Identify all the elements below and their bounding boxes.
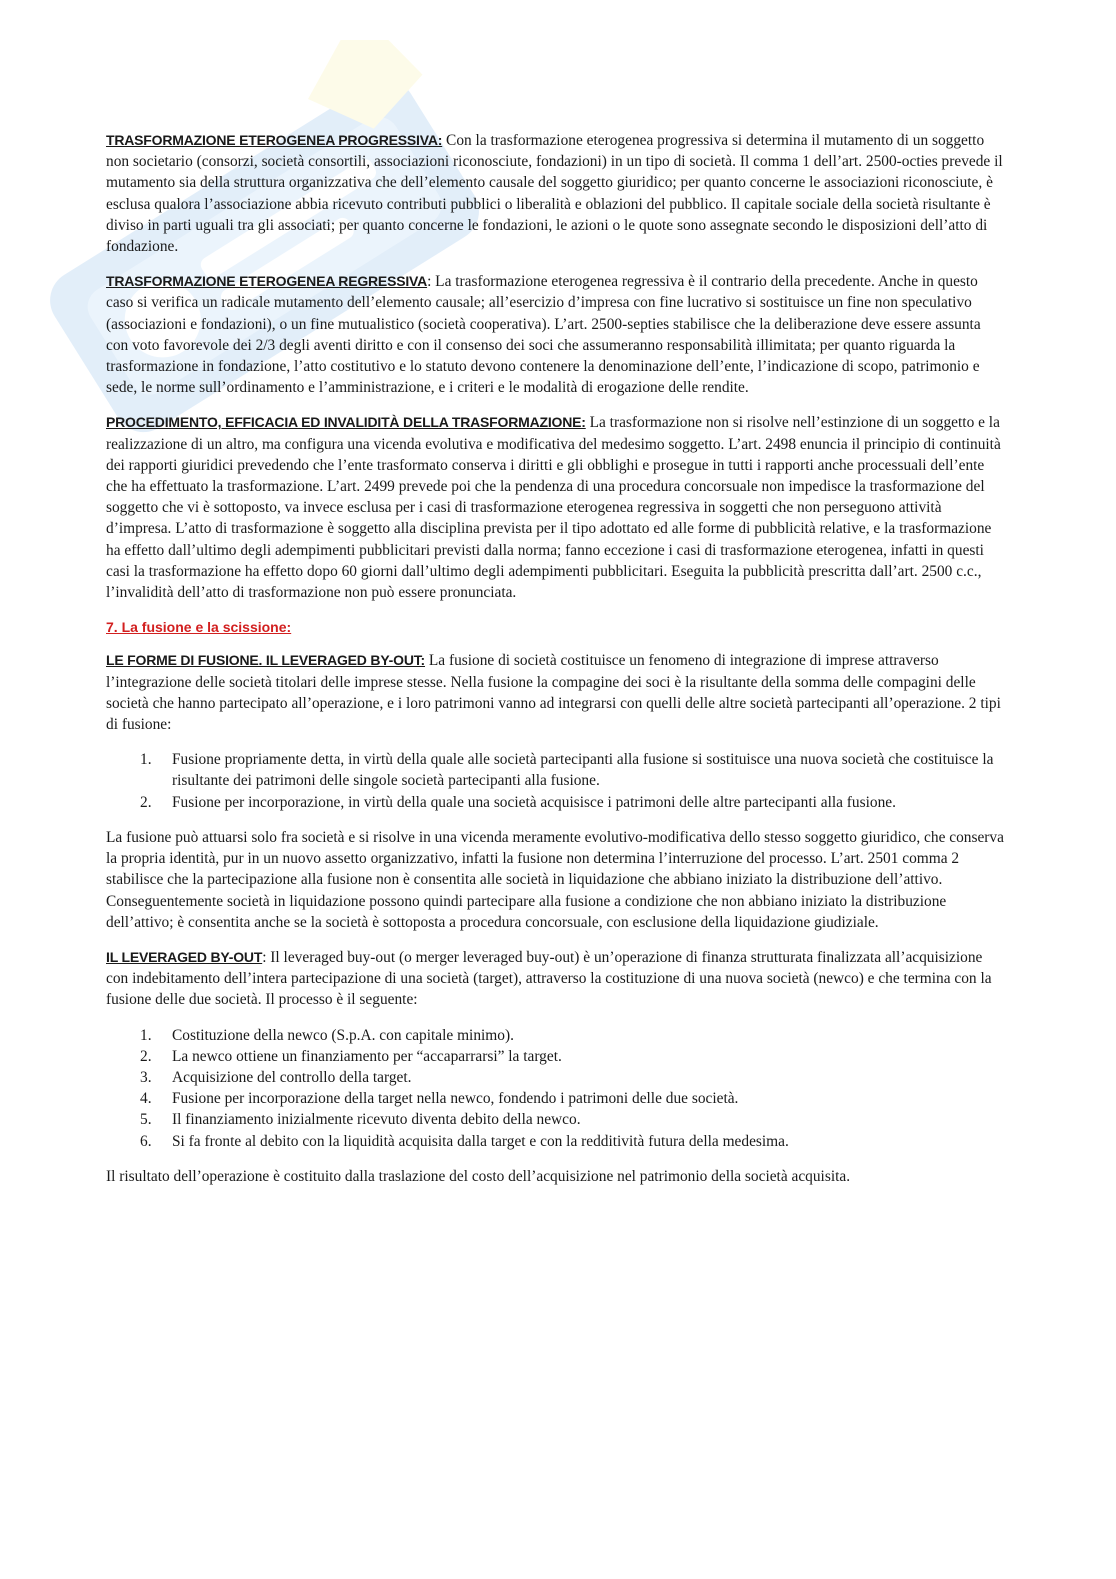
list-item-number: 2.: [140, 793, 152, 811]
list-item: [106, 1067, 1006, 1088]
heading-trasformazione-regressiva: TRASFORMAZIONE ETEROGENEA REGRESSIVA: [106, 273, 428, 290]
list-item-number: 5.: [140, 1111, 152, 1129]
body-trasformazione-regressiva: : La trasformazione eterogenea regressiva è il contrario della precedente. Anche in questo caso si verifica un radicale mutamento dell’elemento causale; all’esercizio d’impresa con fine lucrativo si sostituisce un fine non speculativo (associazioni e fondazioni), o un fine mutualistico (società cooperativa). L’art. 2500-septies stabilisce che la deliberazione deve essere assunta con voto favorevole dei 2/3 degli aventi diritto e con il consenso dei soci che assumeranno responsabilità illimitata; per quanto riguarda la trasformazione in fondazione, l’atto costitutivo e lo statuto devono contenere la denominazione dell’ente, l’indicazione di scopo, patrimonio e sede, le norme sull’ordinamento e l’amministrazione, e i criteri e le modalità di erogazione delle rendite.: [106, 273, 981, 397]
list-item-number: 1.: [140, 1026, 152, 1044]
paragraph-forme-fusione: [106, 650, 1006, 735]
list-item-text: Fusione per incorporazione della target nella newco, fondendo i patrimoni delle due società.: [172, 1090, 739, 1108]
list-item: [106, 1025, 1006, 1046]
list-item-text: La newco ottiene un finanziamento per “accaparrarsi” la target.: [172, 1047, 562, 1065]
paragraph-lbo-risultato: Il risultato dell’operazione è costituito dalla traslazione del costo dell’acquisizione nel patrimonio della società acquisita.: [106, 1167, 851, 1185]
list-item-text: Il finanziamento inizialmente ricevuto diventa debito della newco.: [172, 1111, 581, 1129]
list-item-text: Costituzione della newco (S.p.A. con capitale minimo).: [172, 1026, 514, 1044]
list-item-number: 6.: [140, 1132, 152, 1150]
paragraph-fusione-dettagli: La fusione può attuarsi solo fra società e si risolve in una vicenda meramente evolutivo-modificativa dello stesso soggetto giuridico, che conserva la propria identità, pur in un nuovo assetto organizzativo, infatti la fusione non determina l’interruzione del processo. L’art. 2501 comma 2 stabilisce che la partecipazione alla fusione non è consentita alle società in liquidazione che abbiano iniziato la distribuzione dell’attivo. Conseguentemente società in liquidazione possono quindi partecipare alla fusione a condizione che non abbiano iniziato la distribuzione dell’attivo; è consentita anche se la società è sottoposta a procedura concorsuale, con esclusione della liquidazione giudiziale.: [106, 828, 1004, 931]
body-trasformazione-progressiva: Con la trasformazione eterogenea progressiva si determina il mutamento di un soggetto non societario (consorzi, società consortili, associazioni riconosciute, fondazioni) in un tipo di società. Il comma 1 dell’art. 2500-octies prevede il mutamento sia della struttura organizzativa che dell’elemento causale del soggetto giuridico; per quanto concerne le associazioni riconosciute, è esclusa qualora l’associazione abbia ricevuto contributi pubblici o liberalità e oblazioni del pubblico. Il capitale sociale della società risultante è diviso in parti uguali tra gli associati; per quanto concerne le fondazioni, le azioni o le quote sono assegnate secondo le disposizioni dell’atto di fondazione.: [106, 132, 1003, 256]
list-item-number: 3.: [140, 1068, 152, 1086]
list-item-number: 4.: [140, 1090, 152, 1108]
body-forme-fusione: La fusione di società costituisce un fenomeno di integrazione di imprese attraverso l’integrazione delle società titolari delle imprese stesse. Nella fusione la compagine dei soci è la risultante della somma delle compagini delle società che hanno partecipato all’operazione, e i loro patrimoni vanno ad integrarsi con quelli delle altre società partecipanti all’operazione. 2 tipi di fusione:: [106, 652, 1001, 734]
document-page: [106, 130, 1006, 1201]
body-procedimento: La trasformazione non si risolve nell’estinzione di un soggetto e la realizzazione di un altro, ma configura una vicenda evolutiva e modificativa del medesimo soggetto. L’art. 2498 enuncia il principio di continuità dei rapporti giuridici prevedendo che l’ente trasformato conserva i diritti e gli obblighi e prosegue in tutti i rapporti anche processuali dell’ente che ha effettuato la trasformazione. L’art. 2499 prevede poi che la pendenza di una procedura concorsuale non impedisce la trasformazione del soggetto che vi è sottoposto, va invece esclusa per i casi di trasformazione eterogenea regressiva in soggetti che non perseguono attività d’impresa. L’atto di trasformazione è soggetto alla disciplina prevista per il tipo adottato ed alle forme di pubblicità relative, e la trasformazione ha effetto dall’ultimo degli adempimenti pubblicitari previsti dalla norma; fanno eccezione i casi di trasformazione eterogenea, infatti in questi casi la trasformazione ha effetto dopo 60 giorni dall’ultimo degli adempimenti pubblicitari. Eseguita la pubblicità prescritta dall’art. 2500 c.c., l’invalidità dell’atto di trasformazione non può essere pronunciata.: [106, 414, 1001, 602]
heading-forme-fusione: LE FORME DI FUSIONE. IL LEVERAGED BY-OUT:: [106, 652, 426, 669]
paragraph-lbo: [106, 947, 1006, 1011]
heading-lbo: IL LEVERAGED BY-OUT: [106, 948, 263, 965]
paragraph-trasformazione-progressiva: [106, 130, 1006, 257]
list-item: [106, 1131, 1006, 1152]
list-item-text: Si fa fronte al debito con la liquidità acquisita dalla target e con la redditività futura della medesima.: [172, 1132, 789, 1150]
list-tipi-fusione: [106, 749, 1006, 813]
paragraph-procedimento: [106, 412, 1006, 603]
section-title: 7. La fusione e la scissione:: [106, 619, 292, 636]
list-item: [106, 1109, 1006, 1130]
list-item: [106, 1046, 1006, 1067]
heading-trasformazione-progressiva: TRASFORMAZIONE ETEROGENEA PROGRESSIVA:: [106, 132, 443, 148]
list-item-text: Acquisizione del controllo della target.: [172, 1068, 412, 1086]
list-item-text: Fusione per incorporazione, in virtù della quale una società acquisisce i patrimoni delle altre partecipanti alla fusione.: [172, 793, 896, 811]
list-item: [106, 749, 1006, 791]
list-item-number: 1.: [140, 751, 152, 769]
body-lbo: : Il leveraged buy-out (o merger leveraged buy-out) è un’operazione di finanza strutturata finalizzata all’acquisizione con indebitamento dell’intera partecipazione di una società (target), attraverso la costituzione di una nuova società (newco) e che termina con la fusione delle due società. Il processo è il seguente:: [106, 948, 992, 1009]
list-item: [106, 1088, 1006, 1109]
list-item: [106, 792, 1006, 813]
paragraph-trasformazione-regressiva: [106, 271, 1006, 398]
list-processo-lbo: [106, 1025, 1006, 1152]
heading-procedimento: PROCEDIMENTO, EFFICACIA ED INVALIDITÀ DELLA TRASFORMAZIONE:: [106, 414, 586, 431]
list-item-number: 2.: [140, 1047, 152, 1065]
list-item-text: Fusione propriamente detta, in virtù della quale alle società partecipanti alla fusione si sostituisce una nuova società che costituisce la risultante dei patrimoni delle singole società partecipanti alla fusione.: [172, 751, 994, 790]
